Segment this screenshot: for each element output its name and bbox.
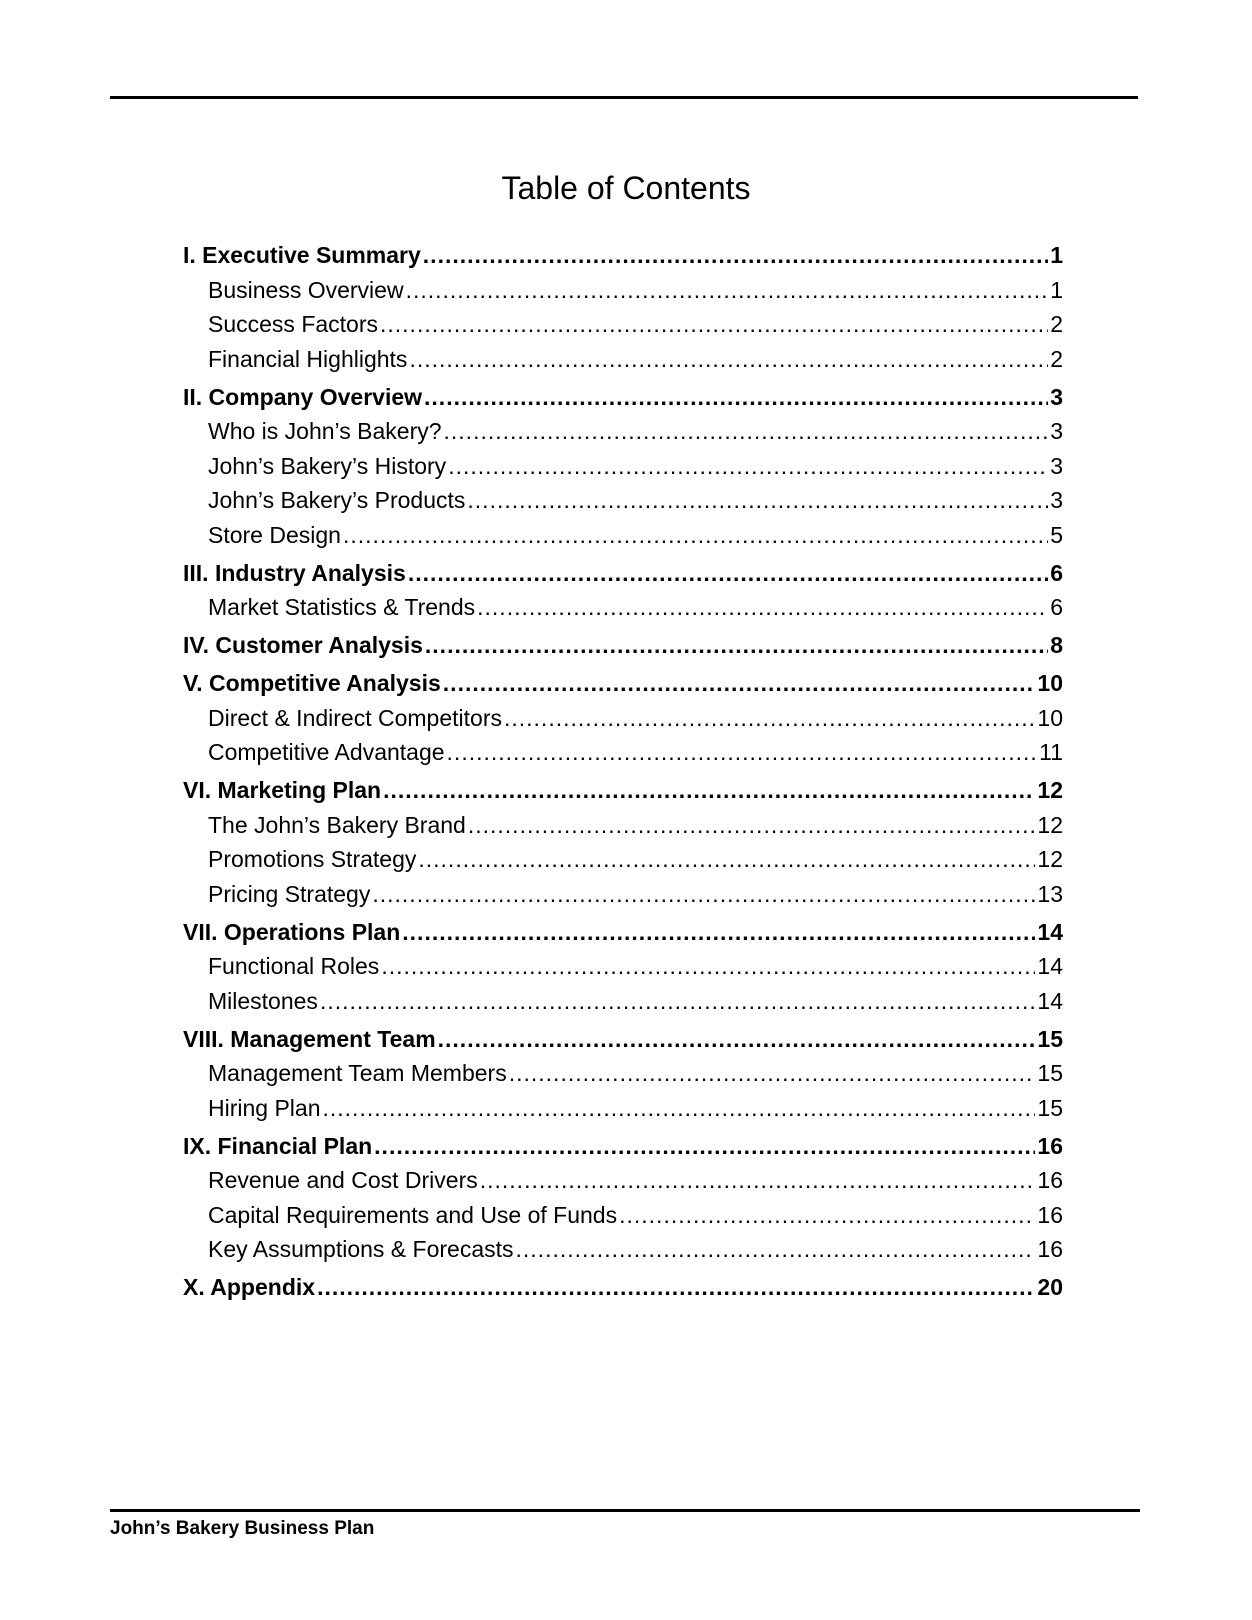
toc-entry-label: IX. Financial Plan (183, 1132, 373, 1159)
dot-leader (425, 628, 1048, 662)
toc-entry-page-number: 12 (1037, 846, 1063, 872)
dot-leader (516, 1232, 1036, 1266)
dot-leader (443, 666, 1036, 700)
toc-entry-page-number: 10 (1037, 670, 1063, 696)
toc-subsection-entry[interactable] (183, 877, 1063, 912)
toc-section-entry[interactable] (183, 380, 1063, 415)
toc-section-entry[interactable] (183, 628, 1063, 663)
toc-entry-page-number: 5 (1050, 521, 1063, 548)
toc-entry-page-number: 11 (1039, 739, 1063, 765)
toc-entry-page-number: 3 (1050, 452, 1063, 479)
toc-entry-label: Competitive Advantage (208, 739, 445, 765)
toc-entry-page-number: 16 (1037, 1132, 1063, 1159)
toc-entry-label: IV. Customer Analysis (183, 632, 423, 658)
footer-text: John’s Bakery Business Plan (110, 1518, 375, 1539)
toc-entry-label: Capital Requirements and Use of Funds (208, 1201, 618, 1228)
toc-entry-page-number: 2 (1050, 345, 1063, 372)
dot-leader (480, 1163, 1036, 1197)
dot-leader (372, 877, 1035, 911)
toc-entry-page-number: 16 (1037, 1201, 1063, 1228)
table-of-contents (183, 238, 1063, 1305)
dot-leader (424, 380, 1048, 414)
dot-leader (509, 1056, 1036, 1090)
dot-leader (374, 1129, 1035, 1163)
footer-rule (110, 1509, 1140, 1512)
dot-leader (406, 273, 1049, 307)
toc-entry-label: VI. Marketing Plan (183, 777, 382, 803)
toc-section-entry[interactable] (183, 666, 1063, 701)
dot-leader (381, 949, 1035, 983)
dot-leader (320, 984, 1035, 1018)
toc-entry-label: Financial Highlights (208, 345, 408, 372)
dot-leader (343, 518, 1048, 552)
toc-entry-label: I. Executive Summary (183, 242, 421, 268)
dot-leader (619, 1198, 1035, 1232)
toc-subsection-entry[interactable] (183, 342, 1063, 377)
toc-subsection-entry[interactable] (183, 1056, 1063, 1091)
toc-entry-page-number: 15 (1037, 1060, 1063, 1086)
toc-entry-label: V. Competitive Analysis (183, 670, 441, 696)
toc-entry-label: X. Appendix (183, 1274, 316, 1300)
toc-entry-label: Functional Roles (208, 953, 380, 979)
dot-leader (448, 449, 1048, 483)
toc-subsection-entry[interactable] (183, 518, 1063, 553)
toc-entry-label: Milestones (208, 987, 318, 1014)
toc-subsection-entry[interactable] (183, 483, 1063, 518)
toc-entry-label: John’s Bakery’s Products (208, 487, 466, 513)
toc-entry-page-number: 6 (1050, 559, 1063, 586)
toc-entry-label: Promotions Strategy (208, 846, 417, 872)
toc-entry-page-number: 8 (1050, 632, 1063, 658)
toc-entry-label: VII. Operations Plan (183, 918, 401, 945)
toc-entry-page-number: 16 (1037, 1236, 1063, 1262)
dot-leader (504, 701, 1035, 735)
dot-leader (402, 915, 1035, 949)
toc-subsection-entry[interactable] (183, 1232, 1063, 1267)
header-rule (110, 96, 1138, 99)
toc-entry-page-number: 3 (1050, 383, 1063, 410)
dot-leader (423, 238, 1048, 272)
toc-subsection-entry[interactable] (183, 1163, 1063, 1198)
toc-subsection-entry[interactable] (183, 414, 1063, 449)
toc-entry-label: Market Statistics & Trends (208, 594, 476, 620)
toc-section-entry[interactable] (183, 556, 1063, 591)
toc-entry-label: Management Team Members (208, 1060, 507, 1086)
dot-leader (418, 842, 1035, 876)
toc-entry-page-number: 10 (1037, 704, 1063, 731)
toc-entry-label: John’s Bakery’s History (208, 452, 447, 479)
toc-subsection-entry[interactable] (183, 307, 1063, 342)
page-title: Table of Contents (501, 170, 751, 206)
toc-subsection-entry[interactable] (183, 701, 1063, 736)
toc-entry-page-number: 14 (1037, 918, 1063, 945)
toc-subsection-entry[interactable] (183, 735, 1063, 770)
toc-entry-page-number: 2 (1050, 311, 1063, 337)
toc-entry-label: Business Overview (208, 276, 404, 303)
dot-leader (323, 1091, 1036, 1125)
dot-leader (317, 1270, 1035, 1304)
toc-subsection-entry[interactable] (183, 949, 1063, 984)
toc-entry-label: Success Factors (208, 311, 378, 337)
dot-leader (468, 808, 1036, 842)
toc-entry-page-number: 12 (1037, 811, 1063, 838)
toc-section-entry[interactable] (183, 238, 1063, 273)
toc-section-entry[interactable] (183, 1022, 1063, 1057)
toc-entry-label: Hiring Plan (208, 1094, 321, 1121)
toc-entry-label: Who is John’s Bakery? (208, 418, 442, 444)
toc-subsection-entry[interactable] (183, 449, 1063, 484)
dot-leader (444, 414, 1049, 448)
toc-entry-page-number: 1 (1050, 242, 1063, 268)
toc-entry-label: Pricing Strategy (208, 880, 371, 907)
toc-entry-label: The John’s Bakery Brand (208, 811, 466, 838)
toc-entry-page-number: 3 (1050, 418, 1063, 444)
toc-subsection-entry[interactable] (183, 273, 1063, 308)
toc-entry-page-number: 20 (1037, 1274, 1063, 1300)
toc-entry-page-number: 14 (1037, 987, 1063, 1014)
dot-leader (477, 590, 1048, 624)
toc-entry-label: II. Company Overview (183, 383, 423, 410)
toc-entry-page-number: 14 (1037, 953, 1063, 979)
toc-section-entry[interactable] (183, 1270, 1063, 1305)
toc-subsection-entry[interactable] (183, 984, 1063, 1019)
toc-subsection-entry[interactable] (183, 842, 1063, 877)
toc-subsection-entry[interactable] (183, 590, 1063, 625)
toc-subsection-entry[interactable] (183, 808, 1063, 843)
toc-entry-page-number: 3 (1050, 487, 1063, 513)
toc-entry-label: Store Design (208, 521, 341, 548)
toc-entry-label: VIII. Management Team (183, 1025, 436, 1052)
dot-leader (408, 556, 1048, 590)
toc-entry-page-number: 1 (1050, 276, 1063, 303)
toc-entry-page-number: 6 (1050, 594, 1063, 620)
toc-subsection-entry[interactable] (183, 1198, 1063, 1233)
toc-entry-page-number: 16 (1037, 1167, 1063, 1193)
toc-entry-label: Key Assumptions & Forecasts (208, 1236, 514, 1262)
dot-leader (380, 307, 1048, 341)
toc-subsection-entry[interactable] (183, 1091, 1063, 1126)
dot-leader (447, 735, 1038, 769)
dot-leader (467, 483, 1048, 517)
toc-entry-page-number: 15 (1037, 1094, 1063, 1121)
toc-entry-label: III. Industry Analysis (183, 559, 406, 586)
toc-entry-page-number: 12 (1037, 777, 1063, 803)
dot-leader (438, 1022, 1036, 1056)
toc-entry-page-number: 13 (1037, 880, 1063, 907)
toc-section-entry[interactable] (183, 773, 1063, 808)
toc-section-entry[interactable] (183, 1129, 1063, 1164)
dot-leader (409, 342, 1048, 376)
dot-leader (383, 773, 1035, 807)
toc-section-entry[interactable] (183, 915, 1063, 950)
toc-entry-label: Direct & Indirect Competitors (208, 704, 502, 731)
toc-entry-label: Revenue and Cost Drivers (208, 1167, 478, 1193)
toc-entry-page-number: 15 (1037, 1025, 1063, 1052)
